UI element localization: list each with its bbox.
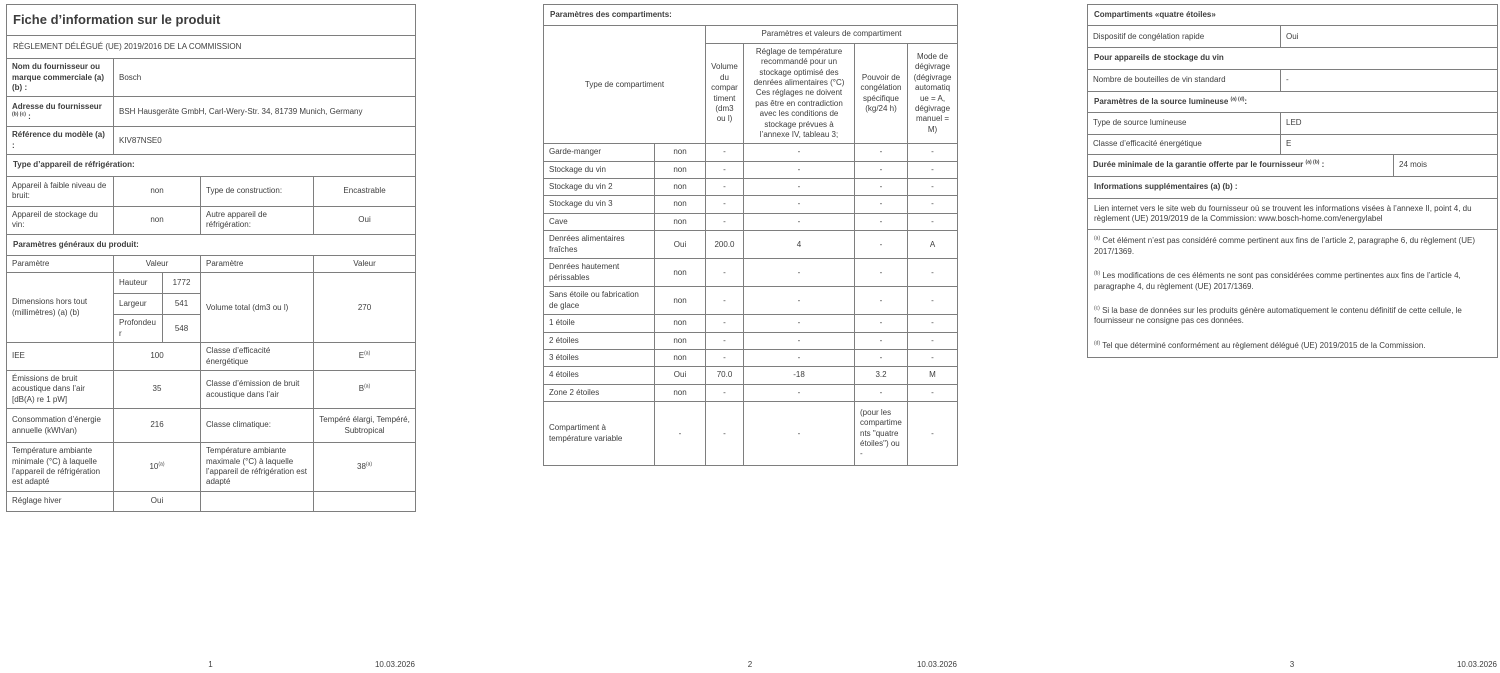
compartment-name: Stockage du vin 2 <box>544 179 655 196</box>
page-3-footer <box>1087 660 1497 672</box>
light-source-section-header <box>1088 91 1498 112</box>
table-row <box>544 367 958 384</box>
footnote-marker: (a) <box>365 461 373 468</box>
compartment-freeze: - <box>855 384 908 401</box>
section-row <box>7 234 416 255</box>
page-1-product-fiche <box>6 4 415 512</box>
compartment-defrost: - <box>908 350 958 367</box>
compartment-name: 1 étoile <box>544 315 655 332</box>
compartment-temp: - <box>744 332 855 349</box>
param-value: Encastrable <box>314 176 416 206</box>
table-row <box>1088 26 1498 48</box>
footnote-marker: (b) <box>1094 270 1101 277</box>
footnote: $^{(a)}$ Cet élément n’est pas considéré comme pertinent aux fins de l’article 2, paragraphe 6, du règlement (UE) 2017/1369. <box>1094 235 1475 256</box>
warranty-row <box>1088 155 1498 177</box>
table-row <box>544 332 958 349</box>
compartment-freeze: - <box>855 350 908 367</box>
supplier-address-value: BSH Hausgeräte GmbH, Carl-Wery-Str. 34, 81739 Munich, Germany <box>114 97 416 127</box>
compartment-temp: - <box>744 213 855 230</box>
compartment-defrost: - <box>908 161 958 178</box>
table-row <box>7 176 416 206</box>
compartment-temp: - <box>744 259 855 287</box>
compartment-volume: - <box>706 402 744 466</box>
footnote-marker: (c) <box>1094 305 1100 312</box>
param-value: non <box>114 176 201 206</box>
compartment-present: Oui <box>655 231 706 259</box>
table-row <box>7 343 416 371</box>
footnote-marker: (a) <box>364 350 371 357</box>
compartment-present: Oui <box>655 367 706 384</box>
compartment-freeze: 3.2 <box>855 367 908 384</box>
footnote-marker: (a) (b) <box>1305 159 1320 166</box>
compartment-name: Compartiment à température variable <box>544 402 655 466</box>
warranty-value: 24 mois <box>1394 155 1498 177</box>
column-header-row <box>7 256 416 273</box>
warranty-colon: : <box>1319 160 1325 170</box>
footnote-marker: (d) <box>1094 340 1101 347</box>
section-row <box>7 155 416 176</box>
compartment-freeze: - <box>855 179 908 196</box>
compartment-freeze: - <box>855 332 908 349</box>
page-number: 1 <box>208 660 213 669</box>
param-label: Nombre de bouteilles de vin standard <box>1088 69 1281 91</box>
compartment-freeze: - <box>855 196 908 213</box>
compartment-name: Stockage du vin 3 <box>544 196 655 213</box>
type-of-compartment-header: Type de compartiment <box>544 26 706 144</box>
compartment-present: non <box>655 350 706 367</box>
light-source-label-text: Paramètres de la source lumineuse <box>1094 96 1229 106</box>
table-row <box>544 161 958 178</box>
compartment-name: 2 étoiles <box>544 332 655 349</box>
compartment-name: 3 étoiles <box>544 350 655 367</box>
param-label: Autre appareil de réfrigération: <box>201 206 314 234</box>
section-row <box>1088 91 1498 112</box>
warranty-label <box>1088 155 1394 177</box>
table-row <box>544 287 958 315</box>
compartment-present: non <box>655 259 706 287</box>
compartment-defrost: - <box>908 384 958 401</box>
compartment-name: Denrées hautement périssables <box>544 259 655 287</box>
table-row <box>544 350 958 367</box>
page-number: 2 <box>747 660 753 669</box>
table-row <box>544 315 958 332</box>
compartment-defrost: M <box>908 367 958 384</box>
compartment-temp: - <box>744 161 855 178</box>
compartment-volume: - <box>706 287 744 315</box>
section-row <box>1088 177 1498 198</box>
compartment-volume: - <box>706 144 744 161</box>
footer-date: 10.03.2026 <box>1456 660 1497 669</box>
supplier-address-row <box>7 97 416 127</box>
compartment-temp: -18 <box>744 367 855 384</box>
table-row <box>544 259 958 287</box>
table-row <box>544 179 958 196</box>
param-label: Classe d’efficacité énergétique <box>1088 135 1281 155</box>
compartment-volume: - <box>706 315 744 332</box>
compartment-volume: - <box>706 332 744 349</box>
dimension-value: 541 <box>163 294 201 315</box>
param-label: IEE <box>7 343 114 371</box>
param-value: Tempéré élargi, Tempéré, Subtropical <box>314 409 416 443</box>
table-row <box>7 409 416 443</box>
compartment-volume: - <box>706 384 744 401</box>
compartment-name: 4 étoiles <box>544 367 655 384</box>
link-paragraph-row <box>1088 198 1498 230</box>
page-number: 3 <box>1289 660 1295 669</box>
supplier-name-value: Bosch <box>114 59 416 97</box>
compartment-defrost: - <box>908 144 958 161</box>
table-row <box>7 370 416 408</box>
table-row <box>544 231 958 259</box>
param-value: - <box>1281 69 1498 91</box>
compartment-temp: 4 <box>744 231 855 259</box>
footnotes-block <box>1088 230 1498 358</box>
compartment-temp: - <box>744 179 855 196</box>
compartment-defrost: - <box>908 287 958 315</box>
compartment-temp: - <box>744 350 855 367</box>
additional-info-section-header: Informations supplémentaires (a) (b) : <box>1088 177 1498 198</box>
compartment-present: non <box>655 161 706 178</box>
four-star-section-header: Compartiments «quatre étoiles» <box>1088 5 1498 26</box>
compartment-defrost: A <box>908 231 958 259</box>
param-label: Dispositif de congélation rapide <box>1088 26 1281 48</box>
compartment-volume: - <box>706 213 744 230</box>
supplier-address-footnote-marker: (b) (c) <box>12 111 26 118</box>
table-row <box>7 491 416 511</box>
compartment-defrost: - <box>908 402 958 466</box>
compartment-freeze: - <box>855 259 908 287</box>
compartment-volume: - <box>706 161 744 178</box>
compartment-freeze: - <box>855 144 908 161</box>
compartment-name: Denrées alimentaires fraîches <box>544 231 655 259</box>
param-value: 10$^{(a)}$ <box>114 443 201 492</box>
param-label: Consommation d’énergie annuelle (kWh/an) <box>7 409 114 443</box>
param-value: E <box>1281 135 1498 155</box>
page-2-footer <box>543 660 957 672</box>
supplier-address-colon: : <box>28 111 31 121</box>
temperature-column-header: Réglage de température recommandé pour un stockage optimisé des denrées alimentaires (°C) Ces réglages ne doivent pas être en contradiction avec les conditions de stockage prévues à l’annexe IV, tableau 3; <box>744 43 855 144</box>
table-row <box>544 402 958 466</box>
compartment-present: non <box>655 196 706 213</box>
model-row <box>7 127 416 155</box>
dimension-name: Largeur <box>114 294 163 315</box>
dimension-value: 1772 <box>163 273 201 294</box>
param-value: non <box>114 206 201 234</box>
column-header: Valeur <box>314 256 416 273</box>
model-label: Référence du modèle (a) : <box>7 127 114 155</box>
table-row <box>7 206 416 234</box>
supplier-name-label: Nom du fournisseur ou marque commerciale (a) (b) : <box>7 59 114 97</box>
supplier-address-label-text: Adresse du fournisseur <box>12 101 102 111</box>
param-label: Émissions de bruit acoustique dans l’air [dB(A) re 1 pW] <box>7 370 114 408</box>
compartment-volume: - <box>706 179 744 196</box>
param-value: Oui <box>114 491 201 511</box>
compartment-freeze: - <box>855 231 908 259</box>
table-row <box>7 443 416 492</box>
supplier-name-row <box>7 59 416 97</box>
footer-date: 10.03.2026 <box>374 660 415 669</box>
footnote-marker: (a) <box>158 461 165 468</box>
supplier-address-label <box>7 97 114 127</box>
table-row <box>544 144 958 161</box>
defrost-mode-column-header: Mode de dégivrage (dégivrage automatique = A, dégivrage manuel = M) <box>908 43 958 144</box>
compartment-volume: 200.0 <box>706 231 744 259</box>
footnote: $^{(b)}$ Les modifications de ces éléments ne sont pas considérées comme pertinentes aux fins de l’article 4, paragraphe 4, du règlement (UE) 2017/1369. <box>1094 270 1461 291</box>
param-value: 100 <box>114 343 201 371</box>
compartment-name: Zone 2 étoiles <box>544 384 655 401</box>
compartments-table <box>543 4 958 466</box>
volume-total-label: Volume total (dm3 ou l) <box>201 273 314 343</box>
compartment-defrost: - <box>908 259 958 287</box>
param-value: $B^{(a)}$ <box>314 370 416 408</box>
footnote: $^{(d)}$ Tel que déterminé conformément au règlement délégué (UE) 2019/2015 de la Commission. <box>1094 340 1426 350</box>
group-header-row <box>544 26 958 43</box>
section-row <box>1088 48 1498 69</box>
dimension-name: Hauteur <box>114 273 163 294</box>
model-value: KIV87NSE0 <box>114 127 416 155</box>
compartment-present: non <box>655 287 706 315</box>
compartment-name: Garde-manger <box>544 144 655 161</box>
param-label: Appareil à faible niveau de bruit: <box>7 176 114 206</box>
column-header: Paramètre <box>201 256 314 273</box>
compartment-volume: - <box>706 259 744 287</box>
table-row <box>544 384 958 401</box>
param-label: Type de source lumineuse <box>1088 113 1281 135</box>
group-header: Paramètres et valeurs de compartiment <box>706 26 958 43</box>
param-label: Réglage hiver <box>7 491 114 511</box>
param-value <box>314 491 416 511</box>
additional-info-table <box>1087 4 1498 358</box>
footnote-marker: (a) <box>364 383 371 390</box>
product-fiche-table <box>6 4 416 512</box>
volume-total-value: 270 <box>314 273 416 343</box>
param-label: Température ambiante maximale (°C) à laquelle l’appareil de réfrigération est adapté <box>201 443 314 492</box>
light-source-colon: : <box>1244 96 1248 106</box>
param-label <box>201 491 314 511</box>
volume-column-header: Volume du compartiment (dm3 ou l) <box>706 43 744 144</box>
supplier-website-paragraph: Lien internet vers le site web du fournisseur où se trouvent les informations visées à l’annexe II, point 4, du règlement (UE) 2019/2019 de la Commission: www.bosch-home.com/energylabel <box>1088 198 1498 230</box>
param-label: Température ambiante minimale (°C) à laquelle l’appareil de réfrigération est adapté <box>7 443 114 492</box>
compartment-freeze: - <box>855 161 908 178</box>
compartment-volume: - <box>706 350 744 367</box>
table-row <box>544 196 958 213</box>
param-label: Appareil de stockage du vin: <box>7 206 114 234</box>
footer-date: 10.03.2026 <box>916 660 957 669</box>
param-value: 216 <box>114 409 201 443</box>
compartment-temp: - <box>744 384 855 401</box>
table-row <box>1088 69 1498 91</box>
compartment-present: non <box>655 384 706 401</box>
regulation-subtitle: RÈGLEMENT DÉLÉGUÉ (UE) 2019/2016 DE LA COMMISSION <box>7 35 416 58</box>
param-label: Classe d’efficacité énergétique <box>201 343 314 371</box>
title-row <box>7 5 416 36</box>
param-label: Classe d’émission de bruit acoustique dans l’air <box>201 370 314 408</box>
param-value: 38$^{(a)}$ <box>314 443 416 492</box>
compartment-name: Cave <box>544 213 655 230</box>
table-row <box>1088 135 1498 155</box>
footnote-marker: (a) (d) <box>1230 96 1245 103</box>
page-1-footer <box>6 660 415 672</box>
page-title: Fiche d’information sur le produit <box>7 5 416 36</box>
compartment-temp: - <box>744 144 855 161</box>
compartment-defrost: - <box>908 213 958 230</box>
compartment-temp: - <box>744 287 855 315</box>
compartment-present: non <box>655 179 706 196</box>
type-section-header: Type d’appareil de réfrigération: <box>7 155 416 176</box>
compartment-present: non <box>655 315 706 332</box>
subtitle-row <box>7 35 416 58</box>
page-2-compartments <box>543 4 957 466</box>
section-row <box>1088 5 1498 26</box>
warranty-label-text: Durée minimale de la garantie offerte par le fournisseur <box>1093 160 1304 170</box>
dimensions-label: Dimensions hors tout (millimètres) (a) (b) <box>7 273 114 343</box>
footnote: $^{(c)}$ Si la base de données sur les produits génère automatiquement le contenu définitif de cette cellule, le fournisseur ne consigne pas ces données. <box>1094 305 1462 326</box>
page-3-additional-info <box>1087 4 1497 358</box>
compartment-present: non <box>655 144 706 161</box>
freezing-capacity-column-header: Pouvoir de congélation spécifique (kg/24 h) <box>855 43 908 144</box>
compartment-name: Stockage du vin <box>544 161 655 178</box>
compartment-freeze: - <box>855 287 908 315</box>
column-header: Paramètre <box>7 256 114 273</box>
compartment-present: non <box>655 332 706 349</box>
compartment-present: - <box>655 402 706 466</box>
dimension-name: Profondeur <box>114 315 163 343</box>
dimension-value: 548 <box>163 315 201 343</box>
compartments-section-header: Paramètres des compartiments: <box>544 5 958 26</box>
param-label: Type de construction: <box>201 176 314 206</box>
compartment-volume: - <box>706 196 744 213</box>
compartment-defrost: - <box>908 196 958 213</box>
general-section-header: Paramètres généraux du produit: <box>7 234 416 255</box>
param-value: LED <box>1281 113 1498 135</box>
param-value: Oui <box>314 206 416 234</box>
table-row <box>544 213 958 230</box>
compartment-defrost: - <box>908 179 958 196</box>
compartment-volume: 70.0 <box>706 367 744 384</box>
wine-section-header: Pour appareils de stockage du vin <box>1088 48 1498 69</box>
compartment-freeze: - <box>855 315 908 332</box>
compartment-defrost: - <box>908 332 958 349</box>
param-label: Classe climatique: <box>201 409 314 443</box>
param-value: Oui <box>1281 26 1498 48</box>
footnote-marker: (a) <box>1094 235 1101 242</box>
param-value: 35 <box>114 370 201 408</box>
dimensions-row <box>7 273 416 294</box>
column-header: Valeur <box>114 256 201 273</box>
footnotes-row <box>1088 230 1498 358</box>
compartment-temp: - <box>744 315 855 332</box>
compartment-temp: - <box>744 402 855 466</box>
table-row <box>1088 113 1498 135</box>
compartment-freeze: - <box>855 213 908 230</box>
compartment-present: non <box>655 213 706 230</box>
compartment-freeze: (pour les compartiments "quatre étoiles") ou - <box>855 402 908 466</box>
compartment-defrost: - <box>908 315 958 332</box>
param-value: $E^{(a)}$ <box>314 343 416 371</box>
compartment-temp: - <box>744 196 855 213</box>
compartment-name: Sans étoile ou fabrication de glace <box>544 287 655 315</box>
section-row <box>544 5 958 26</box>
